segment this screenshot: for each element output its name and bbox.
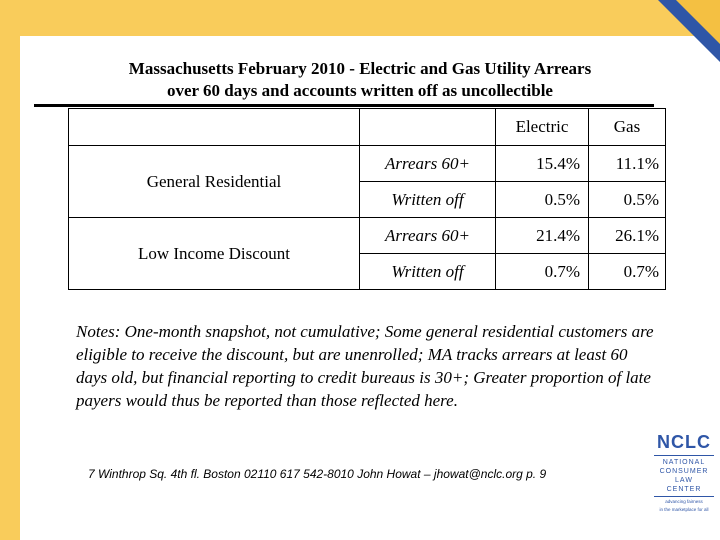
gas-value: 26.1%	[589, 218, 666, 254]
title-underline	[34, 104, 654, 107]
logo-divider	[654, 455, 714, 456]
gas-value: 0.7%	[589, 254, 666, 290]
group-label-general-residential: General Residential	[69, 146, 360, 218]
title-line-1: Massachusetts February 2010 - Electric and Gas Utility Arrears	[128, 59, 592, 78]
logo-sub-1: NATIONAL	[662, 459, 706, 466]
logo-main-text: NCLC	[657, 432, 711, 452]
group-label-low-income-discount: Low Income Discount	[69, 218, 360, 290]
logo-sub-4: CENTER	[666, 486, 702, 493]
logo-tagline-2: in the marketplace for all	[659, 507, 709, 512]
electric-value: 0.5%	[496, 182, 589, 218]
header-empty-cell	[69, 109, 360, 146]
header-electric: Electric	[496, 109, 589, 146]
gas-value: 11.1%	[589, 146, 666, 182]
logo-divider	[654, 496, 714, 497]
left-decorative-band	[0, 0, 20, 540]
row-type: Written off	[360, 254, 496, 290]
table-row	[69, 146, 666, 182]
arrears-table	[68, 108, 666, 290]
row-type: Arrears 60+	[360, 218, 496, 254]
slide-title	[40, 58, 680, 102]
electric-value: 0.7%	[496, 254, 589, 290]
row-type: Arrears 60+	[360, 146, 496, 182]
logo-sub-3: LAW	[675, 477, 693, 484]
nclc-logo	[650, 432, 718, 513]
logo-sub-2: CONSUMER	[659, 468, 709, 475]
table-header-row	[69, 109, 666, 146]
title-line-2: over 60 days and accounts written off as uncollectible	[167, 81, 553, 100]
gas-value: 0.5%	[589, 182, 666, 218]
corner-decoration-gold	[676, 0, 720, 44]
top-decorative-band	[0, 0, 720, 36]
notes-text: Notes: One-month snapshot, not cumulative; Some general residential customers are eligible to receive the discount, but are unenrolled; MA tracks arrears at least 60 days old, but financial reporting to credit bureaus is 30+; Greater proportion of late payers would thus be reported than those reflected here.	[76, 322, 654, 410]
row-type: Written off	[360, 182, 496, 218]
table-row	[69, 218, 666, 254]
electric-value: 21.4%	[496, 218, 589, 254]
electric-value: 15.4%	[496, 146, 589, 182]
header-empty-cell	[360, 109, 496, 146]
logo-tagline-1: advancing fairness	[665, 499, 703, 504]
footer-contact: 7 Winthrop Sq. 4th fl. Boston 02110 617 542-8010 John Howat – jhowat@nclc.org p. 9	[88, 467, 547, 481]
header-gas: Gas	[589, 109, 666, 146]
